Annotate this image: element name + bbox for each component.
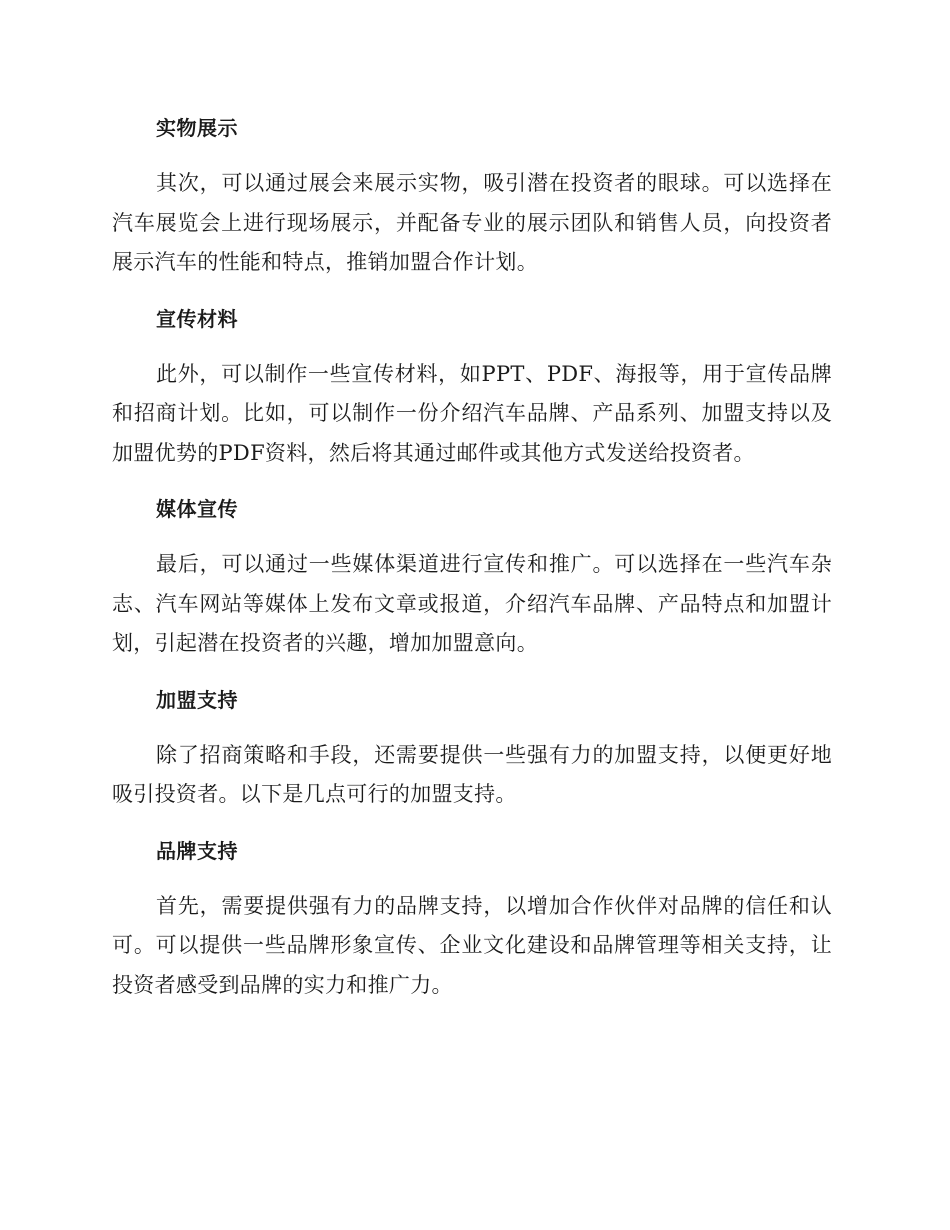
section-heading: 实物展示 [156, 116, 238, 140]
section-paragraph: 首先，需要提供强有力的品牌支持，以增加合作伙伴对品牌的信任和认可。可以提供一些品牌形象宣传、企业文化建设和品牌管理等相关支持，让投资者感受到品牌的实力和推广力。 [112, 893, 832, 997]
section-heading: 品牌支持 [156, 838, 238, 863]
section-physical-display [112, 110, 832, 283]
section-heading: 媒体宣传 [156, 497, 238, 521]
section-paragraph: 除了招商策略和手段，还需要提供一些强有力的加盟支持，以便更好地吸引投资者。以下是几点可行的加盟支持。 [112, 742, 832, 806]
section-paragraph: 最后，可以通过一些媒体渠道进行宣传和推广。可以选择在一些汽车杂志、汽车网站等媒体上发布文章或报道，介绍汽车品牌、产品特点和加盟计划，引起潜在投资者的兴趣，增加加盟意向。 [112, 552, 832, 655]
section-franchise-support [112, 682, 832, 815]
section-heading: 加盟支持 [156, 687, 238, 712]
document-body [112, 110, 832, 1023]
section-paragraph: 此外，可以制作一些宣传材料，如PPT、PDF、海报等，用于宣传品牌和招商计划。比如，可以制作一份介绍汽车品牌、产品系列、加盟支持以及加盟优势的PDF资料，然后将其通过邮件或其他方式发送给投资者。 [112, 361, 832, 465]
section-heading: 宣传材料 [156, 306, 238, 331]
section-paragraph: 其次，可以通过展会来展示实物，吸引潜在投资者的眼球。可以选择在汽车展览会上进行现场展示，并配备专业的展示团队和销售人员，向投资者展示汽车的性能和特点，推销加盟合作计划。 [112, 171, 832, 274]
section-brand-support [112, 833, 832, 1006]
section-promo-materials [112, 301, 832, 474]
section-media-promotion [112, 491, 832, 664]
